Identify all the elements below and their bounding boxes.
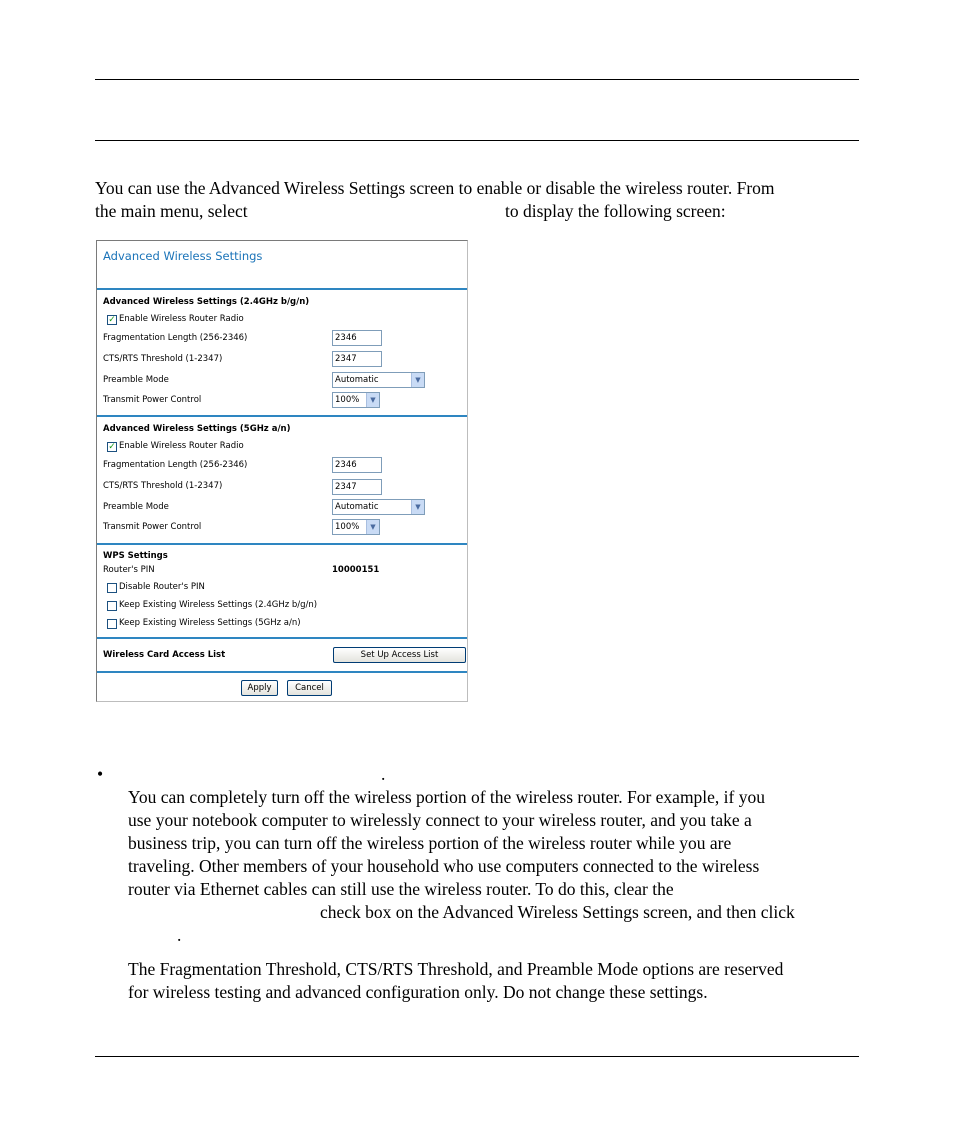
wps-heading: WPS Settings (103, 551, 168, 561)
access-list-label: Wireless Card Access List (103, 650, 226, 660)
band5-frag-input[interactable]: 2346 (332, 457, 382, 473)
bullet-line-1: You can completely turn off the wireless portion of the wireless router. For example, if you (128, 787, 765, 807)
divider (97, 637, 468, 639)
cancel-button[interactable]: Cancel (287, 680, 332, 696)
band24-preamble-value: Automatic (335, 375, 379, 385)
band24-power-label: Transmit Power Control (103, 395, 202, 405)
intro-line-2-end: to display the following screen: (505, 201, 726, 221)
set-up-access-list-button[interactable]: Set Up Access List (333, 647, 466, 663)
band5-power-value: 100% (335, 522, 360, 532)
header-rule-top (95, 79, 859, 80)
chevron-down-icon: ▼ (411, 500, 424, 514)
band24-enable-radio-label: Enable Wireless Router Radio (119, 314, 244, 324)
band24-power-select[interactable] (332, 392, 380, 408)
keep5-label: Keep Existing Wireless Settings (5GHz a/n) (119, 618, 301, 628)
divider (97, 415, 468, 417)
band24-preamble-label: Preamble Mode (103, 375, 169, 385)
header-rule-bottom (95, 140, 859, 141)
band5-frag-label: Fragmentation Length (256-2346) (103, 460, 248, 470)
band5-power-label: Transmit Power Control (103, 522, 202, 532)
intro-line-1: You can use the Advanced Wireless Settings screen to enable or disable the wireless router. From (95, 178, 775, 198)
note-line-2: for wireless testing and advanced configuration only. Do not change these settings. (128, 982, 708, 1002)
chevron-down-icon: ▼ (411, 373, 424, 387)
footer-rule (95, 1056, 859, 1057)
band5-enable-radio-checkbox[interactable]: ✓ (108, 442, 116, 452)
bullet-marker: • (97, 764, 104, 784)
bullet-line-3: business trip, you can turn off the wireless portion of the wireless router while you are (128, 833, 732, 853)
band5-preamble-value: Automatic (335, 502, 379, 512)
bullet-period: . (381, 764, 386, 784)
chevron-down-icon: ▼ (366, 520, 379, 534)
screen-title: Advanced Wireless Settings (103, 249, 263, 263)
bullet-line-7: . (177, 925, 182, 945)
bullet-line-6: check box on the Advanced Wireless Settings screen, and then click (320, 902, 795, 922)
band24-power-value: 100% (335, 395, 360, 405)
divider (97, 671, 468, 673)
note-line-1: The Fragmentation Threshold, CTS/RTS Threshold, and Preamble Mode options are reserved (128, 959, 784, 979)
band24-cts-label: CTS/RTS Threshold (1-2347) (103, 354, 223, 364)
band24-heading: Advanced Wireless Settings (2.4GHz b/g/n) (103, 297, 310, 307)
band5-power-select[interactable] (332, 519, 380, 535)
intro-line-2 (95, 200, 859, 223)
band5-enable-radio-label: Enable Wireless Router Radio (119, 441, 244, 451)
chevron-down-icon: ▼ (366, 393, 379, 407)
bullet-line-4: traveling. Other members of your household who use computers connected to the wireless (128, 856, 760, 876)
intro-line-2-start: the main menu, select (95, 201, 248, 221)
advanced-wireless-settings-screen (96, 240, 468, 702)
divider (97, 543, 468, 545)
bullet-line-2: use your notebook computer to wirelessly connect to your wireless router, and you take a (128, 810, 752, 830)
band24-preamble-select[interactable] (332, 372, 425, 388)
disable-pin-checkbox[interactable] (107, 583, 117, 593)
bullet-line-5: router via Ethernet cables can still use the wireless router. To do this, clear the (128, 879, 674, 899)
band24-frag-label: Fragmentation Length (256-2346) (103, 333, 248, 343)
band5-heading: Advanced Wireless Settings (5GHz a/n) (103, 424, 291, 434)
apply-button[interactable]: Apply (241, 680, 278, 696)
band5-preamble-label: Preamble Mode (103, 502, 169, 512)
band24-cts-input[interactable]: 2347 (332, 351, 382, 367)
keep24-label: Keep Existing Wireless Settings (2.4GHz b/g/n) (119, 600, 318, 610)
band5-cts-label: CTS/RTS Threshold (1-2347) (103, 481, 223, 491)
band24-frag-input[interactable]: 2346 (332, 330, 382, 346)
band5-cts-input[interactable]: 2347 (332, 479, 382, 495)
wps-pin-label: Router's PIN (103, 565, 155, 575)
wps-pin-value: 10000151 (332, 565, 380, 575)
band5-preamble-select[interactable] (332, 499, 425, 515)
keep24-checkbox[interactable] (107, 601, 117, 611)
disable-pin-label: Disable Router's PIN (119, 582, 205, 592)
keep5-checkbox[interactable] (107, 619, 117, 629)
divider (97, 288, 468, 290)
band24-enable-radio-checkbox[interactable]: ✓ (108, 315, 116, 325)
